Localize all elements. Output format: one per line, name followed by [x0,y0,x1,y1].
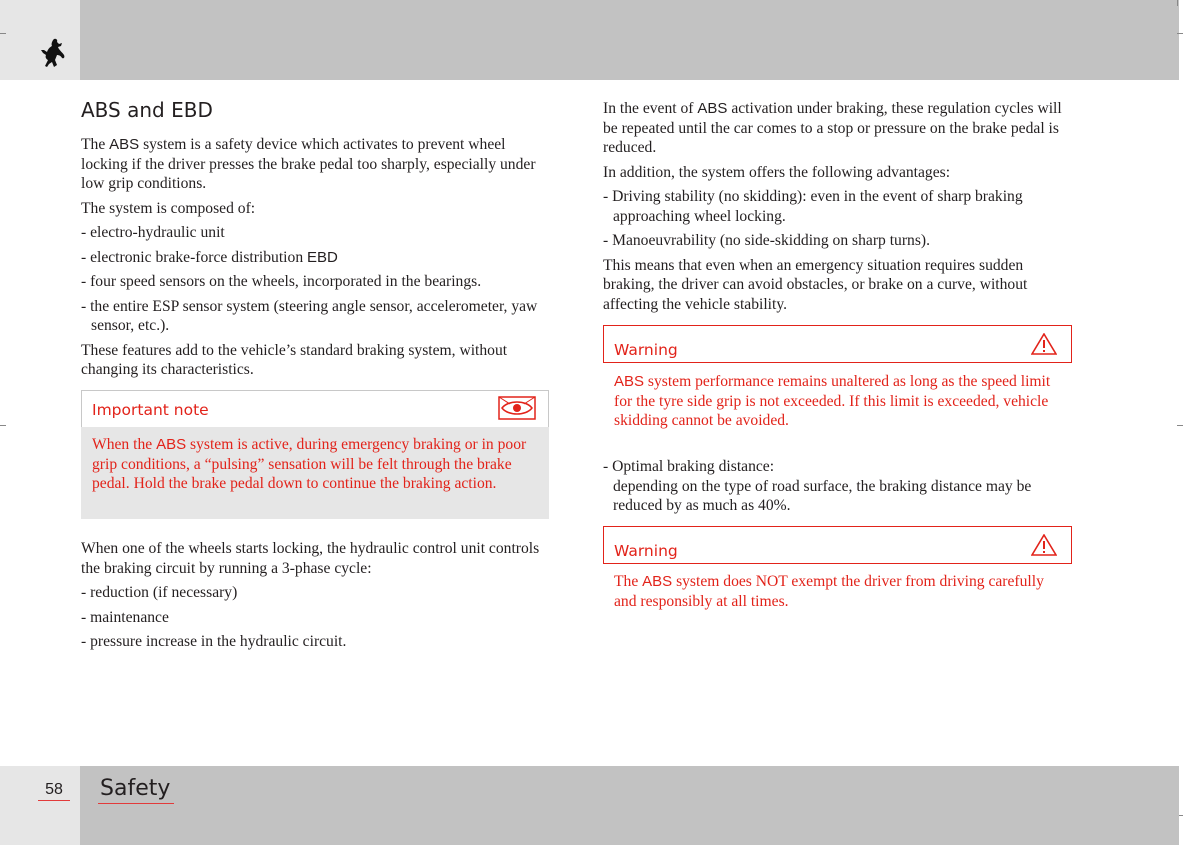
locking-paragraph: When one of the wheels starts locking, the hydraulic control unit controls the braking circuit by running a 3-phase cycle: [81,540,540,577]
list-item: - maintenance [81,608,169,626]
warning-box-2 [603,526,1072,564]
advantages-paragraph: In addition, the system offers the following advantages: [603,163,951,181]
list-item: - Driving stability (no skidding): even in the event of sharp braking approaching wheel locking. [603,188,1023,225]
warning-box-1 [603,325,1072,363]
header-left-panel [0,0,80,80]
important-note-text: When the ABS system is active, during emergency braking or in poor grip conditions, a “pulsing” sensation will be felt through the brake pedal. Hold the brake pedal down to continue the braking action. [92,436,527,492]
left-column-top [81,135,547,380]
list-item: - pressure increase in the hydraulic circuit. [81,633,347,650]
prancing-horse-logo [40,38,66,68]
warning-triangle-icon [1031,333,1057,355]
left-column-bottom [81,539,547,652]
intro-paragraph: The ABS system is a safety device which activates to prevent wheel locking if the driver presses the brake pedal too sharply, especially under low grip conditions. [81,136,536,192]
section-heading: ABS and EBD [81,98,213,122]
list-item: - four speed sensors on the wheels, incorporated in the bearings. [81,273,482,290]
crop-mark [1177,425,1183,426]
stability-paragraph: This means that even when an emergency situation requires sudden braking, the driver can avoid obstacles, or brake on a curve, without affecting the vehicle stability. [603,256,1028,313]
important-note-label: Important note [92,401,209,419]
right-column-top [603,99,1073,314]
composed-paragraph: The system is composed of: [81,199,256,217]
footer-left-panel [0,766,80,845]
crop-mark [1177,33,1183,34]
crop-mark [0,425,6,426]
header-band [80,0,1179,80]
warning-triangle-icon [1031,534,1057,556]
page-number: 58 [38,781,70,801]
activation-paragraph: In the event of ABS activation under braking, these regulation cycles will be repeated until the car comes to a stop or pressure on the brake pedal is reduced. [603,100,1062,156]
ebd-term: EBD [307,248,338,266]
abs-term: ABS [614,373,645,390]
important-note-header [81,390,549,428]
warning-text-1: ABS system performance remains unaltered as long as the speed limit for the tyre side grip is not exceeded. If this limit is exceeded, vehicle skidding cannot be avoided. [614,373,1051,429]
abs-term: ABS [642,573,673,590]
list-item: - electronic brake-force distribution EBD [81,248,338,266]
crop-mark [1177,0,1178,6]
warning-label: Warning [614,542,678,560]
list-item: - the entire ESP sensor system (steering angle sensor, accelerometer, yaw sensor, etc.). [81,297,538,334]
footer-band [80,766,1179,845]
eye-warning-icon [498,396,536,420]
abs-term: ABS [109,136,140,153]
crop-mark [0,33,6,34]
abs-term: ABS [697,100,728,117]
list-item: - reduction (if necessary) [81,584,238,601]
abs-term: ABS [156,436,187,453]
list-item: - electro-hydraulic unit [81,224,225,241]
optimal-distance-text: depending on the type of road surface, the braking distance may be reduced by as much as 40%. [613,477,1032,514]
features-paragraph: These features add to the vehicle’s standard braking system, without changing its characteristics. [81,341,508,378]
optimal-distance-title: - Optimal braking distance: [603,458,775,475]
important-note-body [81,427,549,519]
warning-label: Warning [614,341,678,359]
list-item: - Manoeuvrability (no side-skidding on sharp turns). [603,232,930,249]
section-name: Safety [98,775,174,804]
right-column-middle [603,457,1073,516]
warning-text-2: The ABS system does NOT exempt the driver from driving carefully and responsibly at all times. [614,573,1044,610]
